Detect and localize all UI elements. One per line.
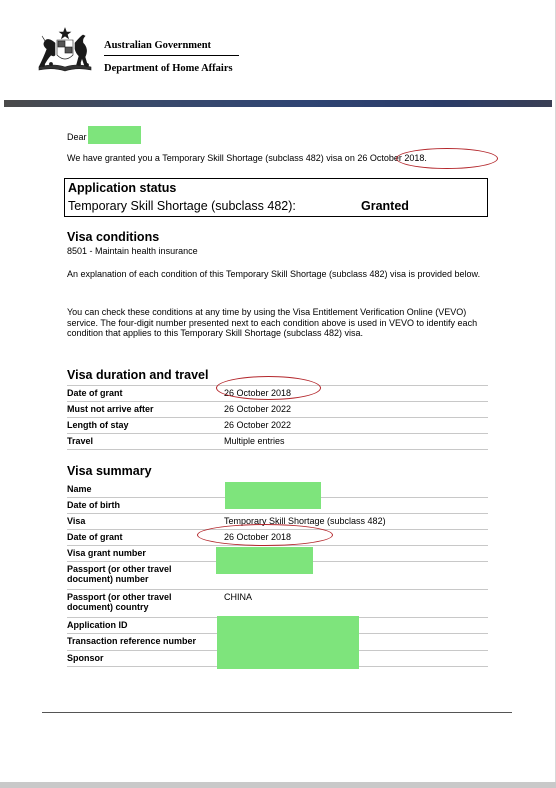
redacted-application-details bbox=[217, 616, 359, 669]
row-label: Sponsor bbox=[67, 653, 104, 663]
header-divider bbox=[104, 55, 239, 56]
table-row bbox=[67, 590, 488, 618]
salutation: Dear bbox=[67, 132, 87, 142]
page-bottom-edge bbox=[0, 782, 556, 788]
conditions-explanation: An explanation of each condition of this Temporary Skill Shortage (subclass 482) visa is provided below. bbox=[67, 269, 481, 279]
row-value: CHINA bbox=[224, 592, 253, 602]
table-row bbox=[67, 418, 488, 434]
annotation-circle-grant-date bbox=[216, 376, 321, 400]
application-status-box bbox=[64, 178, 488, 217]
grant-intro: We have granted you a Temporary Skill Shortage (subclass 482) visa on 26 October 2018. bbox=[67, 153, 427, 163]
row-label: Date of birth bbox=[67, 500, 120, 510]
row-label: Transaction reference number bbox=[67, 636, 197, 646]
visa-conditions-title: Visa conditions bbox=[67, 230, 160, 244]
row-value: 26 October 2018 bbox=[224, 532, 292, 542]
row-value: 26 October 2022 bbox=[224, 404, 292, 414]
application-status-title: Application status bbox=[68, 181, 177, 195]
vevo-note: You can check these conditions at any time by using the Visa Entitlement Verification Online (VEVO) service. The four-digit number presented next to each condition above is used in VEVO to identify each condition that applies to this Temporary Skill Shortage (subclass 482) visa. bbox=[67, 307, 478, 338]
table-row bbox=[67, 402, 488, 418]
row-label: Passport (or other travel document) country bbox=[67, 592, 172, 612]
government-name: Australian Government bbox=[104, 40, 212, 51]
row-label: Must not arrive after bbox=[67, 404, 154, 414]
visa-condition-item: 8501 - Maintain health insurance bbox=[67, 246, 198, 256]
application-status-visa-type: Temporary Skill Shortage (subclass 482): bbox=[68, 199, 296, 213]
row-label: Length of stay bbox=[67, 420, 129, 430]
row-value: Multiple entries bbox=[224, 436, 285, 446]
row-label: Travel bbox=[67, 436, 94, 446]
row-label: Application ID bbox=[67, 620, 128, 630]
redacted-recipient-name bbox=[88, 126, 141, 144]
row-label: Visa bbox=[67, 516, 86, 526]
visa-duration-title: Visa duration and travel bbox=[67, 368, 209, 382]
row-label: Name bbox=[67, 484, 92, 494]
row-label: Passport (or other travel document) number bbox=[67, 564, 172, 584]
redacted-name-dob bbox=[225, 482, 321, 509]
annotation-circle-summary-grant-date bbox=[197, 524, 333, 546]
row-label: Visa grant number bbox=[67, 548, 146, 558]
table-row bbox=[67, 434, 488, 450]
visa-summary-title: Visa summary bbox=[67, 464, 152, 478]
application-status-value: Granted bbox=[361, 199, 409, 213]
row-value: 26 October 2022 bbox=[224, 420, 292, 430]
footer-divider bbox=[42, 712, 512, 713]
row-value: Temporary Skill Shortage (subclass 482) bbox=[224, 516, 386, 526]
coat-of-arms-icon bbox=[33, 27, 97, 75]
row-label: Date of grant bbox=[67, 388, 123, 398]
row-value: 26 October 2018 bbox=[224, 388, 292, 398]
header-bar bbox=[4, 100, 552, 107]
department-name: Department of Home Affairs bbox=[104, 63, 233, 74]
redacted-grant-number bbox=[216, 547, 313, 574]
annotation-circle-intro-date bbox=[396, 148, 498, 169]
row-label: Date of grant bbox=[67, 532, 123, 542]
